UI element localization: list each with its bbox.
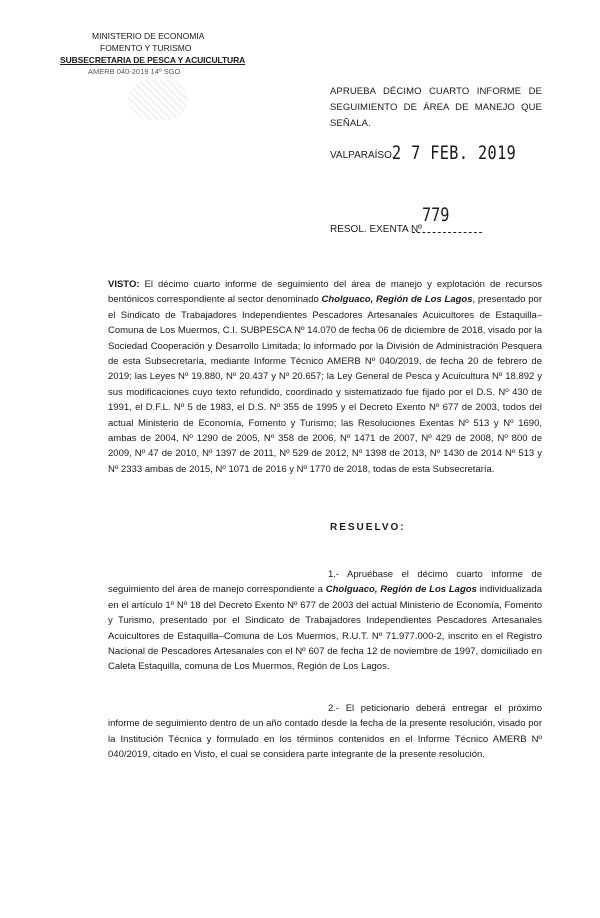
article-1 bbox=[108, 567, 542, 675]
official-seal-stamp bbox=[128, 80, 188, 120]
ministry-name: MINISTERIO DE ECONOMIA bbox=[92, 31, 205, 41]
letterhead bbox=[60, 30, 250, 78]
article-1-lead: 1.- Apruébase el décimo cuarto informe de seguimiento del área de manejo correspondiente a bbox=[108, 569, 542, 596]
undersecretariat-name: SUBSECRETARIA DE PESCA Y ACUICULTURA bbox=[60, 55, 246, 65]
visto-text-2: , presentado por el Sindicato de Trabajadores Independientes Pescadores Artesanales Acuicultores de Estaquilla–Comuna de Los Muermos, C.I. SUBPESCA Nº 14.070 de fecha 06 de diciembre de 2018, visado por la Sociedad Cooperación y Desarrollo Limitada; lo informado por la División de Administración Pesquera de esta Subsecretaría, mediante Informe Técnico AMERB Nº 040/2019, de fecha 20 de febrero de 2019; las Leyes Nº 19.880, Nº 20.437 y Nº 20.657; la Ley General de Pesca y Acuicultura Nº 18.892 y sus modificaciones cuyo texto refundido, coordinado y sistematizado fue fijado por el D.S. Nº 430 de 1991, el D.F.L. Nº 5 de 1983, el D.S. Nº 355 de 1995 y el Decreto Exento Nº 677 de 2003, todos del actual Ministerio de Economía, Fomento y Turismo; las Resoluciones Exentas Nº 513 y Nº 1690, ambas de 2004, Nº 1290 de 2005, Nº 358 de 2006, Nº 1471 de 2007, Nº 429 de 2008, Nº 800 de 2009, Nº 47 de 2010, Nº 1397 de 2011, Nº 529 de 2012, Nº 1398 de 2013, Nº 1430 de 2014 Nº 513 y Nº 2333 ambas de 2015, Nº 1071 de 2016 y Nº 1770 de 2018, todas de esta Subsecretaría. bbox=[108, 294, 542, 475]
resolution-date: 2 7 FEB. 2019 bbox=[392, 142, 517, 164]
visto-paragraph bbox=[108, 277, 542, 477]
ministry-subtitle: FOMENTO Y TURISMO bbox=[100, 43, 192, 53]
article-1-sector: Cholguaco, Región de Los Lagos bbox=[325, 584, 477, 596]
resuelvo-heading: RESUELVO: bbox=[330, 522, 406, 533]
visto-heading: VISTO: bbox=[108, 279, 140, 290]
visto-sector: Cholguaco, Región de Los Lagos bbox=[321, 294, 473, 306]
reference-code: AMERB 040-2019 14º SGO bbox=[88, 67, 181, 76]
place-label: VALPARAÍSO, bbox=[330, 150, 395, 161]
visto-text-1: El décimo cuarto informe de seguimiento del área de manejo y explotación de recursos bentónicos correspondiente al sector denominado bbox=[108, 279, 542, 306]
resolution-title: APRUEBA DÉCIMO CUARTO INFORME DE SEGUIMIENTO DE ÁREA DE MANEJO QUE SEÑALA. bbox=[330, 86, 542, 129]
article-2 bbox=[108, 701, 542, 763]
resolution-number: 779 bbox=[422, 204, 450, 226]
resolution-number-label: RESOL. EXENTA Nº bbox=[330, 224, 422, 235]
resolution-number-line bbox=[412, 232, 482, 233]
article-1-text: individualizada en el artículo 1º Nº 18 del Decreto Exento Nº 677 de 2003 del actual Ministerio de Economía, Fomento y Turismo, presentado por el Sindicato de Trabajadores Independientes Pescadores Artesanales Acuicultores de Estaquilla–Comuna de Los Muermos, R.U.T. Nº 71.977.000-2, inscrito en el Registro Nacional de Pescadores Artesanales con el Nº 607 de fecha 12 de noviembre de 1997, domiciliado en Caleta Estaquilla, comuna de Los Muermos, Región de Los Lagos. bbox=[108, 584, 542, 673]
article-2-text: 2.- El peticionario deberá entregar el próximo informe de seguimiento dentro de un año contado desde la fecha de la presente resolución, visado por la Institución Técnica y formulado en los términos contenidos en el Informe Técnico AMERB Nº 040/2019, citado en Visto, el cual se considera parte integrante de la presente resolución. bbox=[108, 703, 542, 761]
